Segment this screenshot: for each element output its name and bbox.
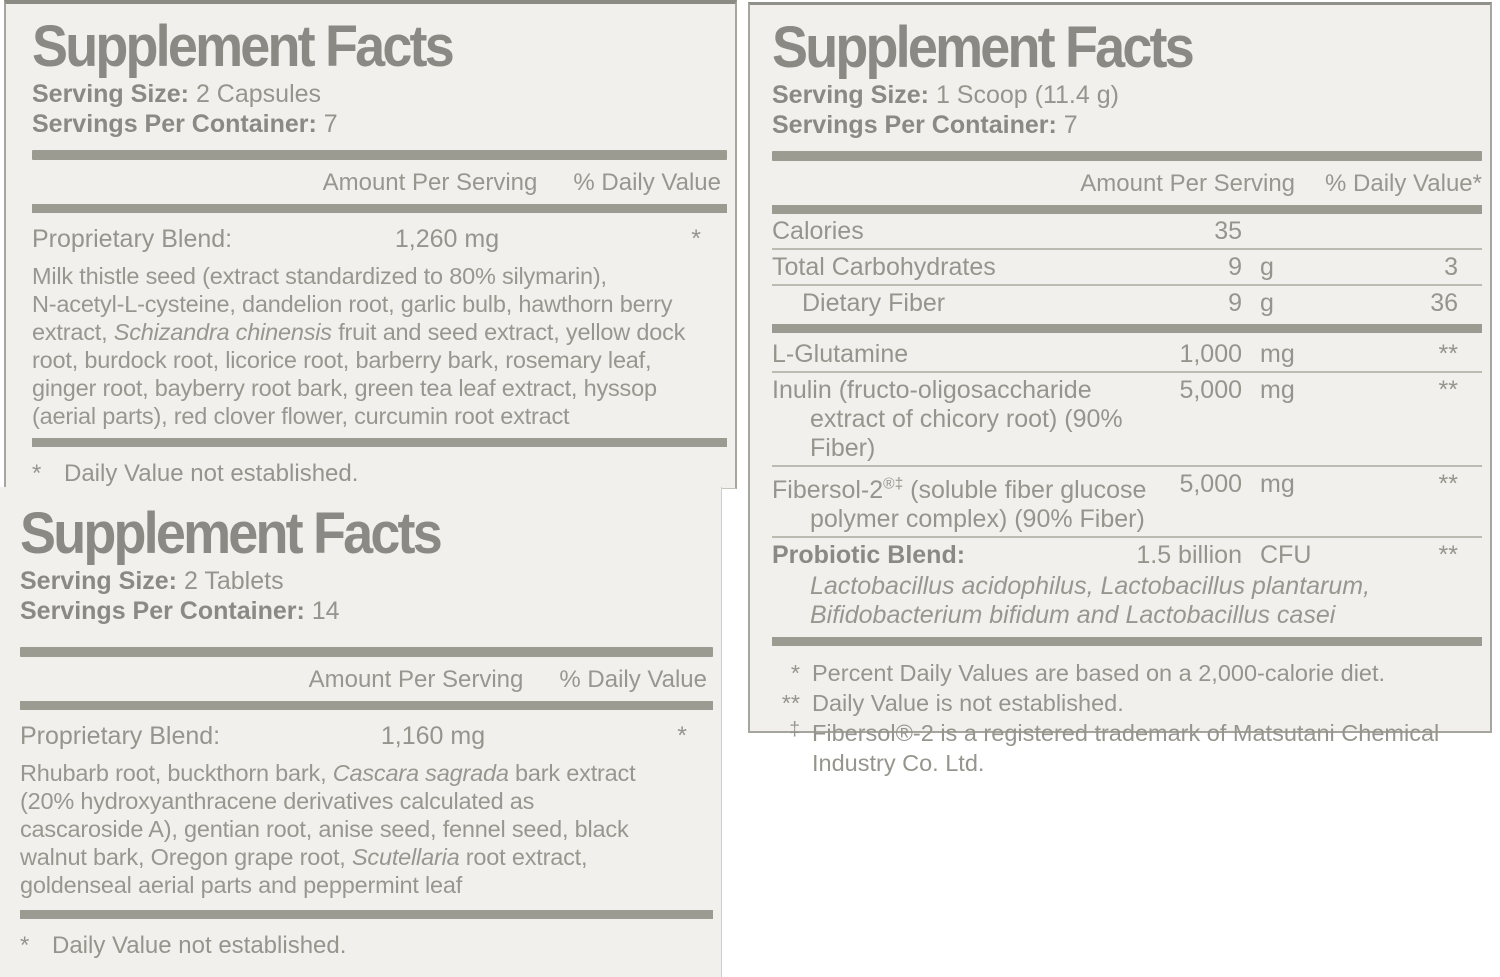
nutrient-unit: CFU [1260,541,1312,570]
footnote-text: Daily Value not established. [64,460,359,487]
supplement-facts-panel-tablets [0,487,722,977]
thick-divider-bar [772,324,1482,333]
nutrient-amount: 1,000 [1179,340,1242,368]
thick-divider-bar [32,150,727,160]
footnote-row [772,718,1482,778]
nutrient-unit [1242,217,1322,246]
footnote-row [772,688,1482,718]
serving-size-value: 1 Scoop (11.4 g) [935,81,1119,109]
servings-per-container-label: Servings Per Container: [772,111,1057,139]
thick-divider-bar [20,910,713,919]
nutrient-name: Dietary Fiber [802,289,946,317]
nutrient-row-fibersol-2 [772,467,1482,536]
footnote-marker: * [790,660,800,687]
nutrient-row-total-carbohydrates [772,250,1482,284]
footnote-text: Daily Value not established. [52,932,347,959]
servings-per-container-value: 7 [1063,111,1078,139]
nutrient-name: L-Glutamine [772,340,909,368]
thick-divider-bar [772,637,1482,646]
nutrient-name: Probiotic Blend: [772,541,966,570]
ingredients-paragraph [20,759,713,899]
probiotic-strains-line: Lactobacillus acidophilus, Lactobacillus plantarum, [810,572,1371,601]
panel-title: Supplement Facts [772,15,1192,80]
supplement-facts-panel-capsules [4,0,737,489]
nutrient-daily-value: ** [1438,470,1458,498]
nutrient-amount: 35 [1214,217,1242,245]
ingredients-line: root, burdock root, licorice root, barberry bark, rosemary leaf, [32,347,652,373]
footnote-row [20,932,713,960]
serving-size-label: Serving Size: [20,567,177,595]
servings-per-container-row [20,597,713,625]
serving-size-value: 2 Tablets [183,567,284,595]
column-header-amount: Amount Per Serving [308,666,524,693]
ingredients-paragraph [32,262,727,430]
supplement-facts-panel-powder [748,2,1492,777]
proprietary-blend-row [20,722,713,750]
serving-size-label: Serving Size: [32,80,189,108]
nutrient-unit: mg [1260,470,1295,498]
panel-title: Supplement Facts [20,501,440,566]
servings-per-container-label: Servings Per Container: [20,597,305,625]
column-header-row [20,667,713,693]
nutrient-amount: 9 [1228,289,1242,317]
serving-size-label: Serving Size: [772,81,929,109]
ingredients-line: (aerial parts), red clover flower, curcumin root extract [32,403,570,429]
serving-size-value: 2 Capsules [195,80,322,108]
proprietary-blend-row [32,225,727,253]
footnote-marker: ‡ [789,719,800,741]
column-header-amount: Amount Per Serving [322,169,538,196]
nutrient-daily-value [1322,217,1482,246]
panel-title: Supplement Facts [32,14,452,79]
footnote-text: Daily Value is not established. [812,690,1124,717]
servings-per-container-label: Servings Per Container: [32,110,317,138]
nutrient-amount: 5,000 [1179,470,1242,498]
nutrient-row-inulin [772,373,1482,465]
ingredients-line: cascaroside A), gentian root, anise seed, fennel seed, black [20,816,629,842]
blend-daily-value: * [691,225,701,253]
nutrient-daily-value: ** [1438,376,1458,404]
thick-divider-bar [20,701,713,710]
serving-size-row [32,80,727,108]
nutrient-daily-value: ** [1438,541,1458,570]
servings-per-container-value: 7 [323,110,338,138]
nutrient-name: Total Carbohydrates [772,253,996,281]
nutrient-name-continued: polymer complex) (90% Fiber) [810,505,1145,534]
nutrient-row-probiotic-blend [772,538,1482,572]
column-header-daily-value: % Daily Value [559,666,707,693]
thick-divider-bar [32,204,727,213]
thick-divider-bar [20,647,713,657]
nutrient-row-dietary-fiber [772,286,1482,320]
blend-amount: 1,160 mg [380,722,486,750]
blend-label: Proprietary Blend: [32,225,233,253]
nutrient-unit: g [1260,289,1274,317]
thick-divider-bar [772,205,1482,214]
nutrient-amount: 1.5 billion [1136,541,1242,570]
serving-size-row [772,81,1482,109]
nutrient-unit: mg [1260,340,1295,368]
nutrient-daily-value: 3 [1444,253,1458,281]
blend-daily-value: * [677,722,687,750]
ingredients-line: goldenseal aerial parts and peppermint leaf [20,872,463,898]
nutrient-row-calories [772,214,1482,248]
nutrient-name-continued: extract of chicory root) (90% Fiber) [810,405,1123,462]
nutrient-daily-value: 36 [1430,289,1458,317]
thick-divider-bar [32,438,727,447]
footnote-text: Fibersol®-2 is a registered trademark of Matsutani Chemical Industry Co. Ltd. [812,720,1440,777]
nutrient-amount: 5,000 [1179,376,1242,404]
nutrient-name: Inulin (fructo-oligosaccharide extract of chicory root) (90% Fiber) [772,376,1147,463]
footnote-marker: * [32,460,42,487]
nutrient-name: Fibersol-2®‡ (soluble fiber glucose polymer complex) (90% Fiber) [772,476,1147,534]
footnote-text: Percent Daily Values are based on a 2,000-calorie diet. [812,660,1386,687]
footnote-marker: ** [781,690,800,717]
nutrient-daily-value: ** [1438,340,1458,368]
probiotic-strains-line: Bifidobacterium bifidum and Lactobacillus casei [810,601,1336,630]
thick-divider-bar [772,151,1482,161]
blend-label: Proprietary Blend: [20,722,221,750]
servings-per-container-value: 14 [311,597,340,625]
ingredients-line: ginger root, bayberry root bark, green tea leaf extract, hyssop [32,375,657,401]
footnote-row [32,460,727,488]
serving-size-row [20,567,713,595]
nutrient-unit: g [1260,253,1274,281]
nutrient-name: Calories [772,217,864,245]
footnote-row [772,658,1482,688]
blend-amount: 1,260 mg [394,225,500,253]
ingredients-line: Milk thistle seed (extract standardized to 80% silymarin), [32,263,607,289]
ingredients-line: N-acetyl-L-cysteine, dandelion root, garlic bulb, hawthorn berry [32,291,673,317]
nutrient-amount: 9 [1228,253,1242,281]
column-header-row [772,171,1482,197]
servings-per-container-row [772,111,1482,139]
column-header-row [32,170,727,196]
column-header-daily-value: % Daily Value* [1325,170,1482,197]
footnote-marker: * [20,932,30,959]
servings-per-container-row [32,110,727,138]
ingredients-line: walnut bark, Oregon grape root, Scutellaria root extract, [20,844,588,870]
ingredients-line: Rhubarb root, buckthorn bark, Cascara sagrada bark extract [20,760,636,786]
nutrient-row-l-glutamine [772,337,1482,371]
nutrient-unit: mg [1260,376,1295,404]
ingredients-line: (20% hydroxyanthracene derivatives calculated as [20,788,535,814]
column-header-amount: Amount Per Serving [1080,170,1296,197]
column-header-daily-value: % Daily Value [573,169,721,196]
ingredients-line: extract, Schizandra chinensis fruit and seed extract, yellow dock [32,319,686,345]
